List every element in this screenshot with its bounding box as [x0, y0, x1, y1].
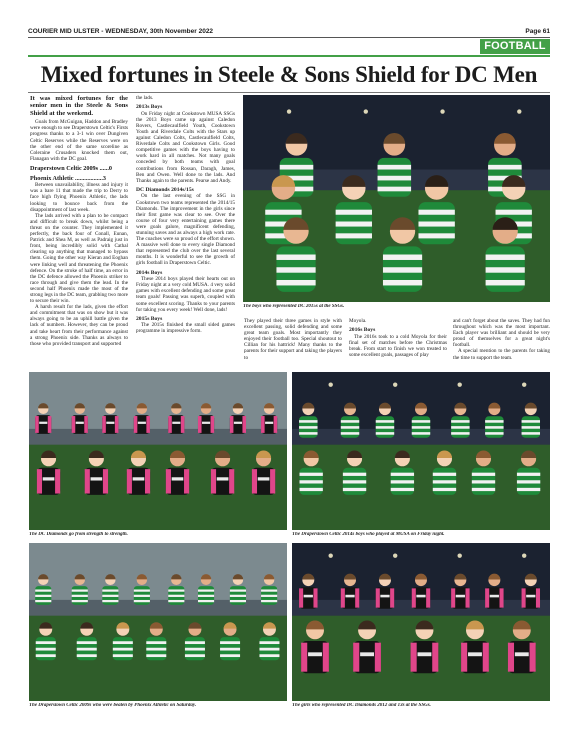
caption-dc-diamonds: The DC Diamonds go from strength to strength.: [29, 532, 128, 537]
caption-boys-2015s: The boys who represented DC 2015s at the SSGs.: [243, 304, 345, 309]
paragraph: These 2014 boys played their hearts out on Friday night at a very cold MUSA. 4 very solid games with excellent defending and some great team goals! Passing was superb, coupled with some excellent scoring. Thanks to your parents for taking you every week! Well done, lads!: [136, 276, 235, 313]
score-line: Draperstown Celtic 2009s ......0: [30, 164, 112, 172]
paragraph: On Friday night at Cookstown MUSA SSGs the 2013 Boys came up against Caledon Rovers, Castlecaulfield Youth, Cookstown Youth and Riverdale Colts with the Stars up against Caledon Colts, Castlecaulfield Colts, Riverdale Colts and Cookstown Girls. Good competitive games with the boys having to work hard in all matches. Not many goals conceded by both teams with goal contributions from Rossan, Daragh, James, Ben and Owen. Well done to the lads. And Thanks again to the parents. Pearse and Andy.: [136, 110, 235, 184]
article-column-3: [244, 318, 342, 366]
top-rule: [28, 37, 550, 38]
photo-illustration: [29, 543, 287, 701]
section-rule: [28, 55, 550, 57]
paragraph: Moyola.: [349, 318, 367, 324]
article-column-5: [453, 318, 550, 366]
caption-dc-diamonds-2012-13s: The girls who represented DC Diamonds 2012 and 13s at the SSGs.: [292, 703, 431, 708]
lead-paragraph: It was mixed fortunes for the senior men in the Steele & Sons Shield at the weekend.: [30, 95, 128, 117]
paragraph: A harsh result for the lads, given the effort and commitment that was on show but it was always going to be an uphill battle given the lack of numbers. However, they can be proud and take heart from their performance against a strong Phoenix side. Thanks as always to those who provided transport and supported: [30, 304, 128, 347]
masthead-page-number: Page 61: [525, 28, 550, 35]
subheading: DC Diamonds 2014s/15s: [136, 186, 194, 193]
score-line: Phoenix Athletic ..................3: [30, 175, 106, 183]
photo-dc-diamonds-2012-13s: [292, 543, 550, 701]
section-label: FOOTBALL: [480, 39, 550, 54]
paragraph: Goals from McGuigan, Haddon and Bradley were enough to see Draperstown Celtic's Firsts progress thanks to a 3-1 win over Dungiven Celtic Reserves while the Reserves were on the other end of the same scoreline as Coleraine Crusaders knocked them out, Flanagan with the DC goal.: [30, 119, 128, 162]
paragraph: the lads.: [136, 95, 154, 101]
subheading: 2016s Boys: [349, 327, 376, 334]
article-column-1: [30, 95, 128, 363]
photo-illustration: [292, 543, 550, 701]
photo-celtic-2009s: [29, 543, 287, 701]
paragraph: On the last evening of the SSG in Cookstown two teams represented the 2014/15 Diamonds. The improvement in the girls since their first game was clear to see. Over the course of four very entertaining games there were goals galore, magnificent defending, stunning saves and as always a high work rate. The coaches were so proud of the effort shown. A massive well done to every single Diamond that represented the club over the last several months. It is wonderful to see the growth of girls football in Draperstown Celtic.: [136, 193, 235, 267]
paragraph: and can't forget about the saves. They had fun throughout which was the most important. Each player was brilliant and should be very proud of themselves for a great night's football.: [453, 318, 550, 349]
article-column-4: [349, 318, 447, 366]
paragraph: The lads arrived with a plan to be compact and difficult to break down, whilst being a threat on the counter. They implemented it perfectly, the back four of Conall, Eunan, Patrick and Shea M, as well as Padraig just in front, being incredibly solid with Cathal clearing up anything that managed to bypass them. Going the other way Kieran and Eoghan were linking well and threatening the Phoenix defence. On the stroke of half time, an error in the DC defence allowed the Phoenix striker to race through and give them the lead. In the second half Phoenix made the most of the strong legs in the DC team, grabbing two more to secure their win.: [30, 212, 128, 305]
photo-illustration: [29, 372, 287, 530]
paragraph: A special mention to the parents for taking the time to support the team.: [453, 348, 550, 361]
masthead-publication-date: COURIER MID ULSTER - WEDNESDAY, 30th November 2022: [28, 28, 214, 35]
caption-celtic-2009s: The Draperstown Celtic 2009s who were beaten by Phoenix Athletic on Saturday.: [29, 703, 197, 708]
paragraph: The 2015s finished the small sided games programme in impressive form.: [136, 322, 235, 335]
photo-boys-2014s: [292, 372, 550, 530]
caption-boys-2014s: The Draperstown Celtic 2014s boys who played at MUSA on Friday night.: [292, 532, 445, 537]
paragraph: Between unavailability, illness and injury it was a bare 11 that made the trip to Derry to face high flying Phoenix Athletic, the lads looking to bounce back from the disappointment of last week.: [30, 182, 128, 213]
subheading: 2015s Boys: [136, 315, 163, 322]
page-headline: Mixed fortunes in Steele & Sons Shield for DC Men: [40, 62, 538, 87]
photo-illustration: [243, 95, 550, 302]
photo-dc-diamonds: [29, 372, 287, 530]
paragraph: They played their three games in style with excellent passing, solid defending and some great team goals. Most importantly they enjoyed their football too. Special shoutout to Cillian for his hattrick! Many thanks to the parents for their support and taking the players to: [244, 318, 342, 361]
photo-boys-2015s: [243, 95, 550, 302]
article-column-2: [136, 95, 235, 363]
headline-rule: [28, 92, 550, 93]
photo-illustration: [292, 372, 550, 530]
paragraph: The 2016s took to a cold Moyola for their final set of matches before the Christmas break. From start to finish we won treated to some excellent goals, passages of play: [349, 333, 447, 358]
subheading: 2013s Boys: [136, 104, 163, 111]
subheading: 2014s Boys: [136, 269, 163, 276]
